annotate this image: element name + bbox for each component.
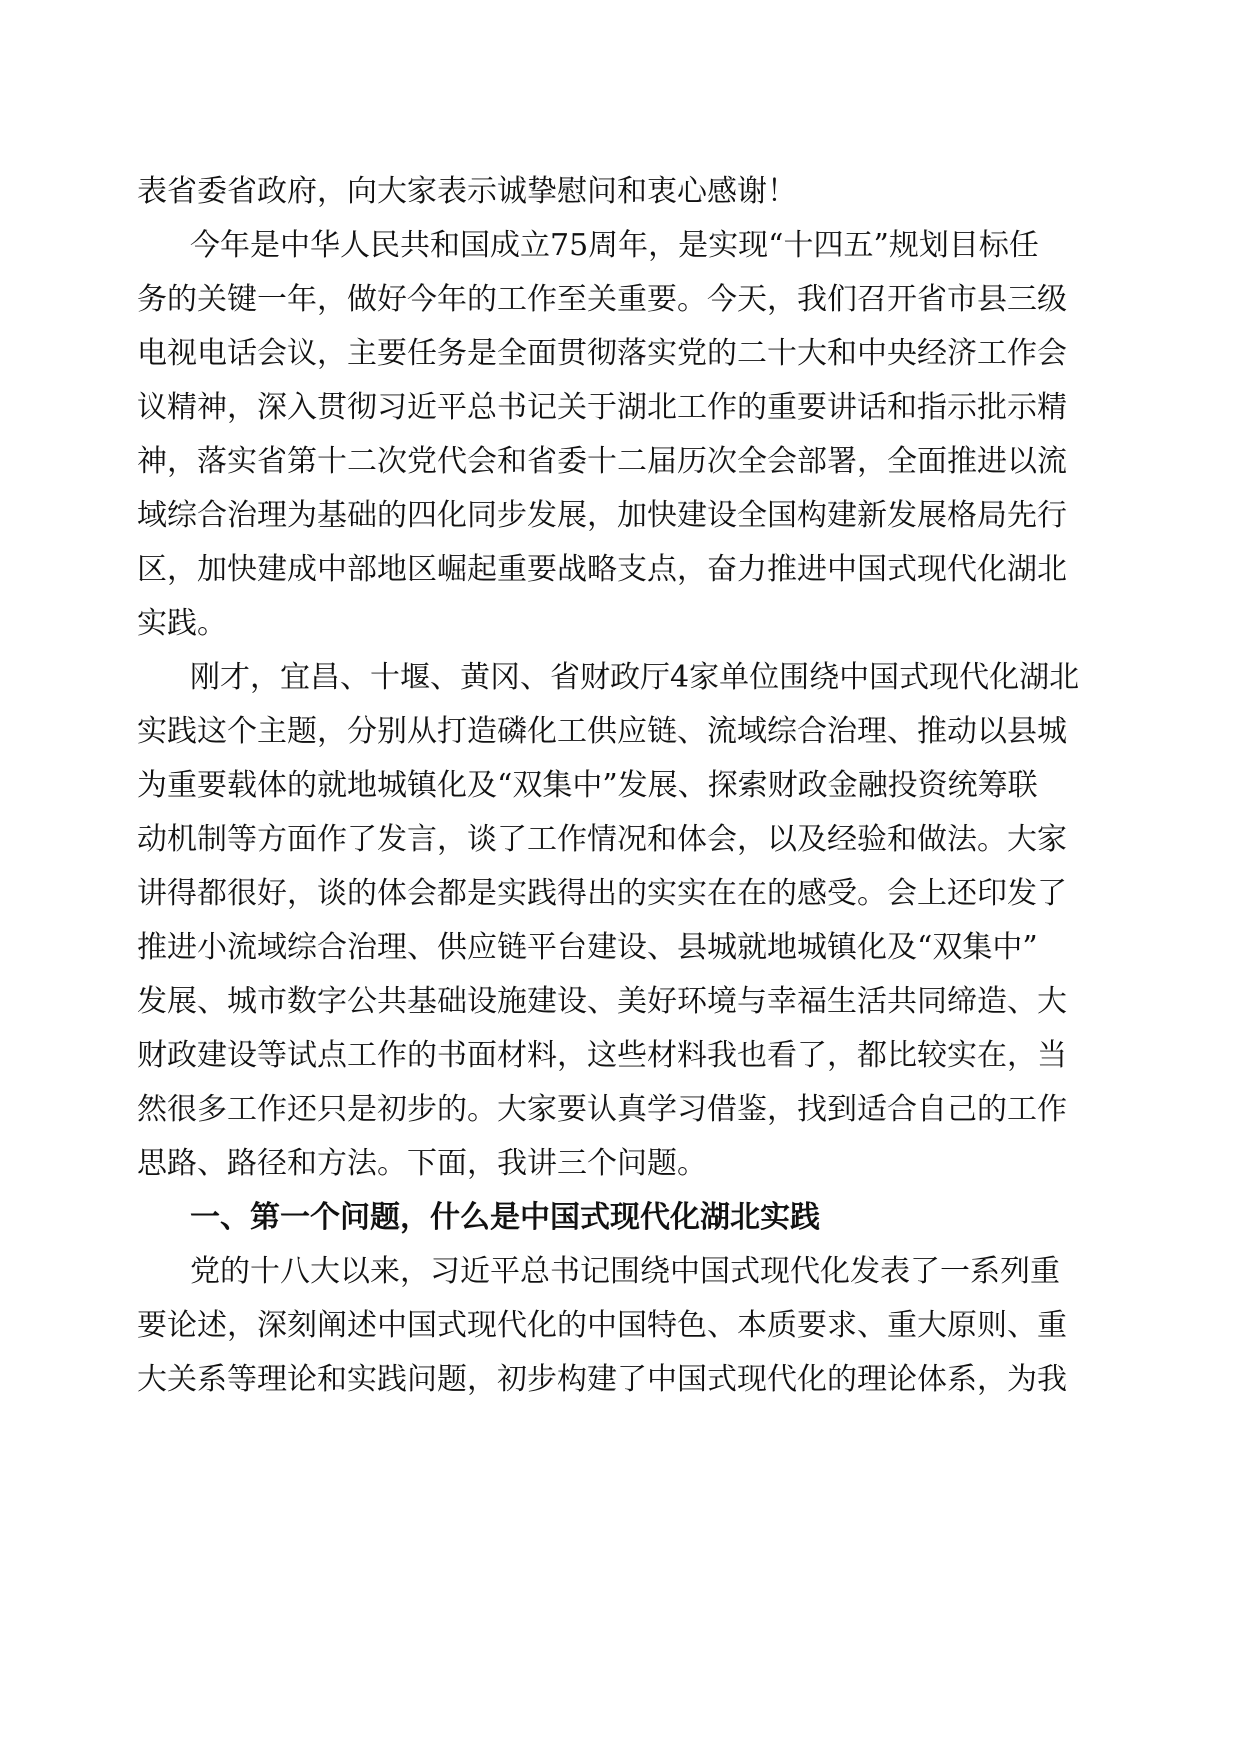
text-line: 为重要载体的就地城镇化及“双集中”发展、探索财政金融投资统筹联 — [137, 768, 1038, 803]
text-line: 思路、路径和方法。下面，我讲三个问题。 — [137, 1146, 707, 1181]
text-line: 务的关键一年，做好今年的工作至关重要。今天，我们召开省市县三级 — [137, 282, 1067, 317]
text-line: 动机制等方面作了发言，谈了工作情况和体会，以及经验和做法。大家 — [137, 822, 1067, 857]
section-heading: 一、第一个问题，什么是中国式现代化湖北实践 — [190, 1200, 820, 1235]
text-line: 党的十八大以来，习近平总书记围绕中国式现代化发表了一系列重 — [190, 1254, 1060, 1289]
text-line: 神，落实省第十二次党代会和省委十二届历次全会部署，全面推进以流 — [137, 444, 1067, 479]
text-line: 实践。 — [137, 606, 227, 641]
text-line: 然很多工作还只是初步的。大家要认真学习借鉴，找到适合自己的工作 — [137, 1092, 1067, 1127]
text-line: 今年是中华人民共和国成立75周年，是实现“十四五”规划目标任 — [190, 228, 1039, 263]
text-line: 刚才，宜昌、十堰、黄冈、省财政厅4家单位围绕中国式现代化湖北 — [190, 660, 1080, 695]
text-line: 要论述，深刻阐述中国式现代化的中国特色、本质要求、重大原则、重 — [137, 1308, 1067, 1343]
text-line: 区，加快建成中部地区崛起重要战略支点，奋力推进中国式现代化湖北 — [137, 552, 1067, 587]
text-line: 财政建设等试点工作的书面材料，这些材料我也看了，都比较实在，当 — [137, 1038, 1067, 1073]
text-line: 讲得都很好，谈的体会都是实践得出的实实在在的感受。会上还印发了 — [137, 876, 1067, 911]
text-line: 推进小流域综合治理、供应链平台建设、县城就地城镇化及“双集中” — [137, 930, 1038, 965]
text-line: 议精神，深入贯彻习近平总书记关于湖北工作的重要讲话和指示批示精 — [137, 390, 1067, 425]
text-line: 电视电话会议，主要任务是全面贯彻落实党的二十大和中央经济工作会 — [137, 336, 1067, 371]
text-line: 大关系等理论和实践问题，初步构建了中国式现代化的理论体系，为我 — [137, 1362, 1067, 1397]
text-line: 域综合治理为基础的四化同步发展，加快建设全国构建新发展格局先行 — [137, 498, 1067, 533]
text-line: 实践这个主题，分别从打造磷化工供应链、流域综合治理、推动以县城 — [137, 714, 1067, 749]
text-line: 表省委省政府，向大家表示诚挚慰问和衷心感谢！ — [137, 174, 797, 209]
text-line: 发展、城市数字公共基础设施建设、美好环境与幸福生活共同缔造、大 — [137, 984, 1067, 1019]
